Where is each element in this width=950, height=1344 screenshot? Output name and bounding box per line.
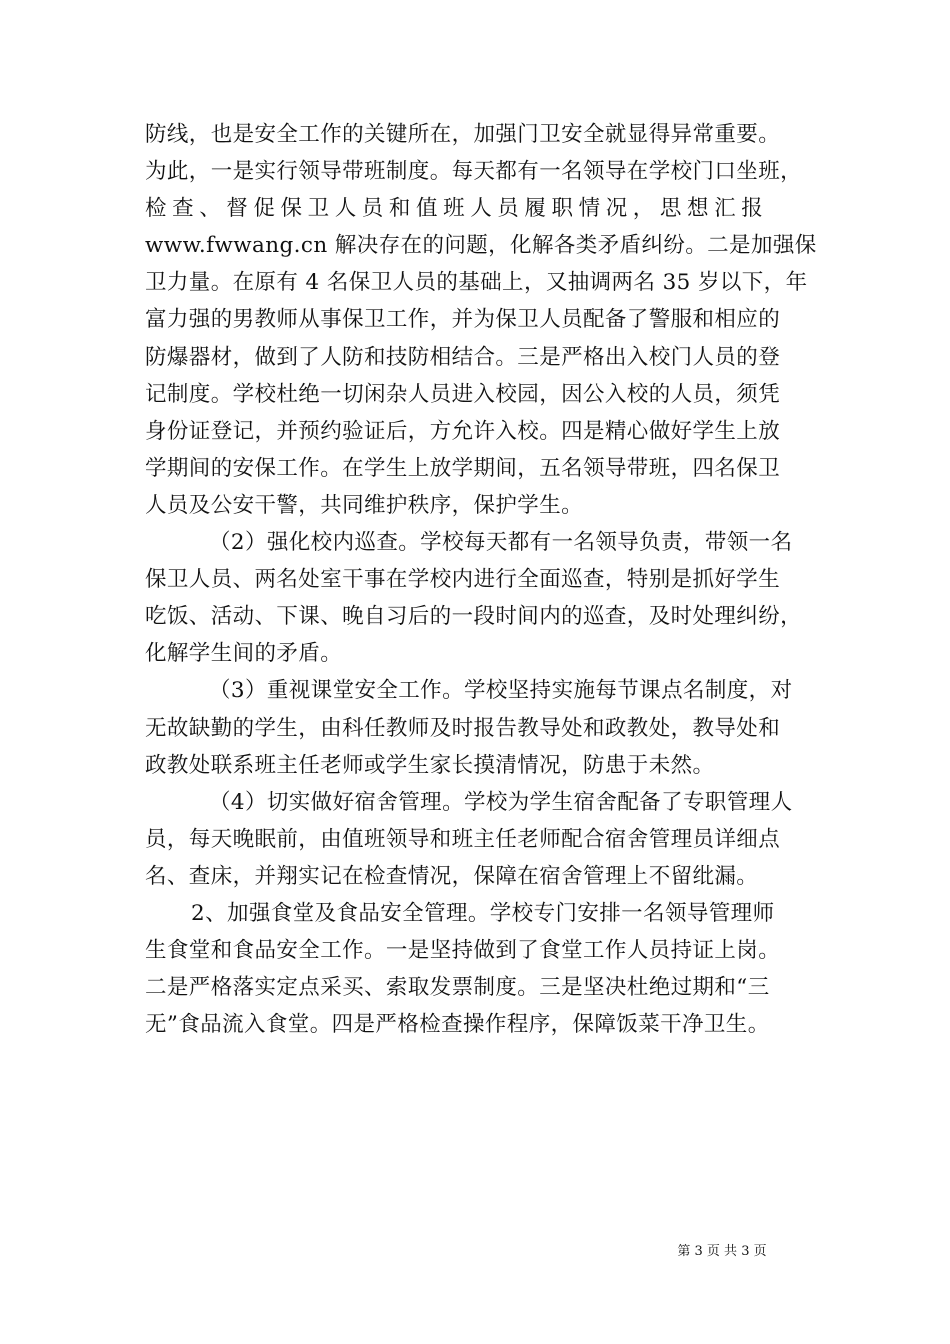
- text-line: 生食堂和食品安全工作。一是坚持做到了食堂工作人员持证上岗。: [145, 938, 781, 964]
- text-line: 名、查床，并翔实记在检查情况，保障在宿舍管理上不留纰漏。: [145, 863, 759, 889]
- text-line: 记制度。学校杜绝一切闲杂人员进入校园，因公入校的人员，须凭: [145, 381, 781, 407]
- text-line: 学期间的安保工作。在学生上放学期间，五名领导带班，四名保卫: [145, 455, 781, 481]
- text-line: 无故缺勤的学生，由科任教师及时报告教导处和政教处，教导处和: [145, 715, 781, 741]
- text-line: 富力强的男教师从事保卫工作，并为保卫人员配备了警服和相应的: [145, 307, 781, 333]
- text-line: 检查、督促保卫人员和值班人员履职情况，思想汇报: [145, 196, 769, 222]
- text-line: 保卫人员、两名处室干事在学校内进行全面巡查，特别是抓好学生: [145, 567, 781, 593]
- text-line: 二是严格落实定点采买、索取发票制度。三是坚决杜绝过期和“三: [145, 975, 770, 1001]
- text-line: （4）切实做好宿舍管理。学校为学生宿舍配备了专职管理人: [209, 789, 793, 815]
- text-line: （2）强化校内巡查。学校每天都有一名领导负责，带领一名: [209, 530, 793, 556]
- document-body: [145, 116, 817, 1043]
- text-line: 防线，也是安全工作的关键所在，加强门卫安全就显得异常重要。: [145, 122, 781, 147]
- text-line: www.fwwang.cn 解决存在的问题，化解各类矛盾纠纷。二是加强保: [145, 233, 817, 259]
- text-line: 吃饭、活动、下课、晚自习后的一段时间内的巡查，及时处理纠纷，: [145, 604, 803, 630]
- paragraph-classroom-safety: [145, 672, 807, 783]
- paragraph-dormitory-management: [145, 784, 807, 895]
- paragraph-campus-patrol: [145, 524, 807, 672]
- page-footer: [0, 1244, 950, 1260]
- text-line: 为此，一是实行领导带班制度。每天都有一名领导在学校门口坐班，: [145, 159, 803, 185]
- text-line: 员，每天晚眠前，由值班领导和班主任老师配合宿舍管理员详细点: [145, 826, 781, 852]
- page-number: 第 3 页 共 3 页: [677, 1244, 767, 1259]
- text-line: 无”食品流入食堂。四是严格检查操作程序，保障饭菜干净卫生。: [145, 1012, 770, 1038]
- text-line: 政教处联系班主任老师或学生家长摸清情况，防患于未然。: [145, 752, 715, 778]
- paragraph-canteen-food-safety: [145, 895, 807, 1043]
- text-line: 人员及公安干警，共同维护秩序，保护学生。: [145, 492, 584, 518]
- text-line: （3）重视课堂安全工作。学校坚持实施每节课点名制度，对: [209, 678, 793, 704]
- text-line: 化解学生间的矛盾。: [145, 641, 343, 667]
- text-line: 卫力量。在原有 4 名保卫人员的基础上，又抽调两名 35 岁以下，年: [145, 270, 808, 296]
- text-line: 2、加强食堂及食品安全管理。学校专门安排一名领导管理师: [191, 900, 775, 926]
- paragraph-door-security: [145, 116, 817, 524]
- text-line: 身份证登记，并预约验证后，方允许入校。四是精心做好学生上放: [145, 418, 781, 444]
- text-line: 防爆器材，做到了人防和技防相结合。三是严格出入校门人员的登: [145, 344, 781, 370]
